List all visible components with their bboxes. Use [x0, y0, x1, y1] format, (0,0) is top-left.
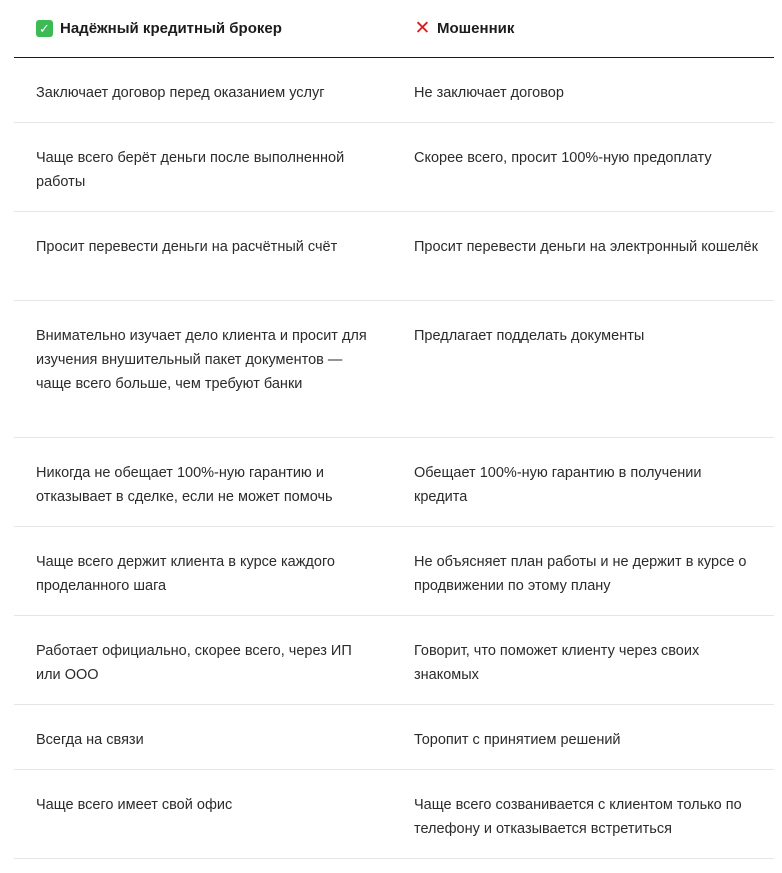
table-row	[14, 58, 774, 123]
table-row	[14, 527, 774, 616]
cell-reliable: Всегда на связи	[36, 732, 144, 748]
cross-mark-icon: ✕	[414, 18, 431, 39]
table-row	[14, 616, 774, 705]
cell-reliable: Чаще всего берёт деньги после выполненной работы	[36, 150, 345, 190]
cell-reliable: Работает официально, скорее всего, через ИП или ООО	[36, 643, 352, 683]
header-right-label: Мошенник	[437, 20, 515, 37]
table-row	[14, 705, 774, 770]
cell-fraudster: Скорее всего, просит 100%-ную предоплату	[414, 150, 712, 166]
cell-reliable: Просит перевести деньги на расчётный счёт	[36, 239, 338, 255]
cell-fraudster: Чаще всего созванивается с клиентом только по телефону и отказывается встретиться	[414, 797, 742, 837]
table-row	[14, 212, 774, 301]
cell-fraudster: Просит перевести деньги на электронный кошелёк	[414, 239, 758, 255]
cell-reliable: Заключает договор перед оказанием услуг	[36, 85, 325, 101]
table-row	[14, 123, 774, 212]
table-row	[14, 301, 774, 438]
cell-fraudster: Не заключает договор	[414, 85, 564, 101]
cell-fraudster: Обещает 100%-ную гарантию в получении кредита	[414, 465, 702, 505]
header-left-label: Надёжный кредитный брокер	[60, 20, 282, 37]
cell-reliable: Внимательно изучает дело клиента и просит для изучения внушительный пакет документов — чаще всего больше, чем требуют банки	[36, 328, 367, 392]
table-row	[14, 438, 774, 527]
table-header	[14, 0, 774, 58]
comparison-table	[14, 0, 774, 859]
cell-reliable: Чаще всего держит клиента в курсе каждого проделанного шага	[36, 554, 335, 594]
cell-fraudster: Говорит, что поможет клиенту через своих знакомых	[414, 643, 700, 683]
table-row	[14, 770, 774, 859]
cell-fraudster: Предлагает подделать документы	[414, 328, 645, 344]
cell-fraudster: Не объясняет план работы и не держит в курсе о продвижении по этому плану	[414, 554, 747, 594]
cell-reliable: Чаще всего имеет свой офис	[36, 797, 233, 813]
cell-fraudster: Торопит с принятием решений	[414, 732, 621, 748]
check-mark-icon: ✓	[36, 20, 53, 37]
header-fraudster	[394, 20, 774, 37]
cell-reliable: Никогда не обещает 100%-ную гарантию и отказывает в сделке, если не может помочь	[36, 465, 333, 505]
header-reliable-broker	[14, 20, 394, 37]
